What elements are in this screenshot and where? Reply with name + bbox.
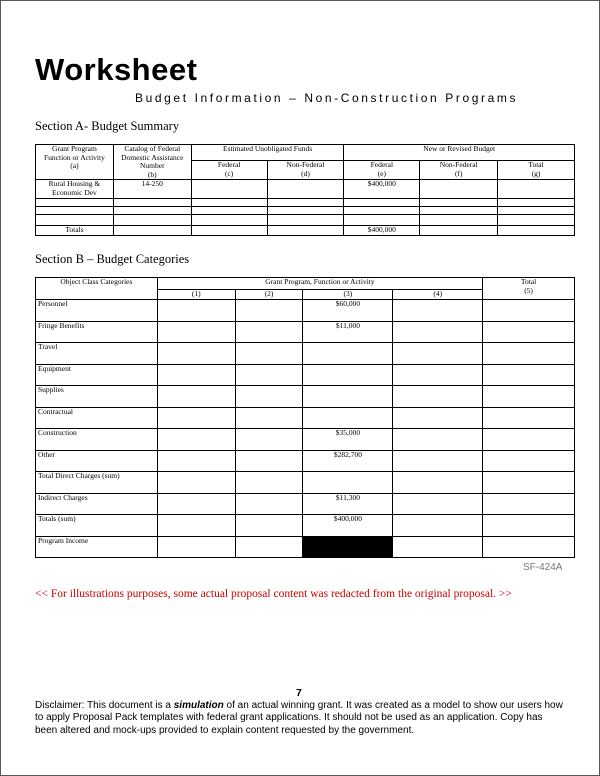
row-value (303, 386, 393, 408)
row-label: Indirect Charges (36, 493, 158, 515)
header-cell: Catalog of Federal Domestic Assistance Number (b) (113, 145, 191, 180)
disclaimer-emphasis: simulation (173, 700, 224, 711)
table-row (36, 215, 575, 226)
page-subtitle: Budget Information – Non-Construction Programs (135, 91, 519, 105)
row-label: Contractual (36, 407, 158, 429)
table-cell: 14-250 (113, 180, 191, 199)
budget-categories-table (35, 277, 575, 558)
row-label: Totals (sum) (36, 515, 158, 537)
row-value (303, 364, 393, 386)
header-cell: (1) (157, 290, 235, 300)
table-cell (498, 180, 575, 199)
totals-row (36, 226, 575, 236)
header-cell: Non-Federal (d) (267, 161, 344, 180)
table-row (36, 407, 575, 429)
header-cell: Total (g) (498, 161, 575, 180)
table-row (36, 207, 575, 215)
header-cell: Non-Federal (f) (420, 161, 498, 180)
table-cell (267, 180, 344, 199)
header-cell: Federal (c) (191, 161, 267, 180)
table-row (36, 515, 575, 537)
table-cell (191, 180, 267, 199)
header-cell: (3) (303, 290, 393, 300)
row-value: $11,000 (303, 321, 393, 343)
row-label: Total Direct Charges (sum) (36, 472, 158, 494)
table-row (36, 180, 575, 199)
table-header-row (36, 145, 575, 161)
table-row (36, 493, 575, 515)
header-cell: Estimated Unobligated Funds (191, 145, 344, 161)
section-a-heading: Section A- Budget Summary (35, 119, 180, 133)
row-label: Program Income (36, 536, 158, 558)
row-label: Other (36, 450, 158, 472)
header-cell: Total (5) (483, 278, 575, 300)
table-row (36, 321, 575, 343)
header-cell: Object Class Categories (36, 278, 158, 300)
header-cell: (2) (235, 290, 303, 300)
table-row (36, 386, 575, 408)
row-value: $400,000 (303, 515, 393, 537)
table-row (36, 429, 575, 451)
row-value: $60,000 (303, 300, 393, 322)
redaction-note: << For illustrations purposes, some actual proposal content was redacted from the original proposal. >> (35, 588, 512, 600)
row-value (303, 472, 393, 494)
table-cell: Rural Housing & Economic Dev (36, 180, 114, 199)
table-row (36, 472, 575, 494)
header-cell: (4) (393, 290, 483, 300)
table-row (36, 536, 575, 558)
section-b-heading: Section B – Budget Categories (35, 252, 190, 266)
table-cell (420, 180, 498, 199)
header-cell: New or Revised Budget (344, 145, 575, 161)
budget-summary-table (35, 144, 575, 236)
row-value (303, 343, 393, 365)
page-number: 7 (296, 687, 302, 699)
redacted-cell (303, 536, 393, 558)
table-row (36, 343, 575, 365)
header-cell: Grant Program, Function or Activity (157, 278, 482, 290)
row-value (303, 407, 393, 429)
table-row (36, 364, 575, 386)
header-cell: Grant Program Function or Activity (a) (36, 145, 114, 180)
page-title: Worksheet (35, 52, 198, 87)
header-cell: Federal (e) (344, 161, 420, 180)
disclaimer (35, 700, 565, 737)
row-value: $282,700 (303, 450, 393, 472)
form-id: SF-424A (523, 562, 563, 573)
row-label: Equipment (36, 364, 158, 386)
totals-label: Totals (36, 226, 114, 236)
table-row (36, 450, 575, 472)
table-header-row (36, 278, 575, 290)
disclaimer-suffix: of an actual winning grant. It was created as a model to show our users how to apply Proposal Pack templates with federal grant applications. It should not be used as an application. Copy has been altered and mock-ups provided to explain content requested by the government. (35, 700, 563, 736)
totals-federal-new: $400,000 (344, 226, 420, 236)
row-value: $11,300 (303, 493, 393, 515)
row-label: Construction (36, 429, 158, 451)
row-label: Travel (36, 343, 158, 365)
row-label: Fringe Benefits (36, 321, 158, 343)
row-value: $35,000 (303, 429, 393, 451)
row-label: Supplies (36, 386, 158, 408)
table-cell: $400,000 (344, 180, 420, 199)
table-row (36, 300, 575, 322)
table-row (36, 199, 575, 207)
row-label: Personnel (36, 300, 158, 322)
disclaimer-prefix: Disclaimer: This document is a (35, 700, 174, 711)
